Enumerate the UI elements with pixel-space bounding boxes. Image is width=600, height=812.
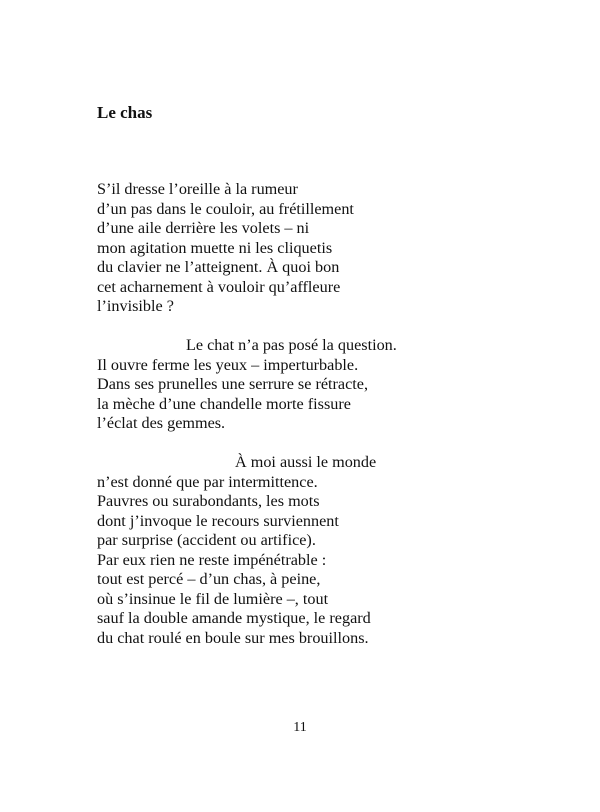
poem-line: d’une aile derrière les volets – ni [97, 219, 310, 237]
poem-line: S’il dresse l’oreille à la rumeur [97, 180, 298, 198]
poem-line: n’est donné que par intermittence. [97, 472, 318, 491]
poem-line: par surprise (accident ou artifice). [97, 531, 316, 549]
stanza-2 [97, 336, 517, 434]
poem-line: cet acharnement à vouloir qu’affleure [97, 277, 341, 296]
poem-line: Dans ses prunelles une serrure se rétracte, [97, 375, 369, 393]
poem-line: du chat roulé en boule sur mes brouillons. [97, 628, 369, 647]
poem-line: du clavier ne l’atteignent. À quoi bon [97, 258, 340, 276]
poem-title: Le chas [97, 103, 153, 122]
poem-line: l’invisible ? [97, 297, 174, 315]
poem-line: Le chat n’a pas posé la question. [186, 336, 397, 354]
stanza-gap [97, 317, 517, 337]
poem-line: sauf la double amande mystique, le regard [97, 609, 371, 627]
poem-line: Par eux rien ne reste impénétrable : [97, 550, 327, 569]
poem-line: la mèche d’une chandelle morte fissure [97, 394, 351, 413]
poem-line: Pauvres ou surabondants, les mots [97, 492, 320, 510]
page-number: 11 [293, 720, 307, 735]
poem-body [97, 180, 517, 648]
poem-line: où s’insinue le fil de lumière –, tout [97, 589, 329, 608]
poem-line: À moi aussi le monde [235, 453, 377, 471]
poem-line: l’éclat des gemmes. [97, 414, 226, 432]
poem-line: Il ouvre ferme les yeux – imperturbable. [97, 355, 359, 374]
poem-line: mon agitation muette ni les cliquetis [97, 238, 333, 257]
poem-line: tout est percé – d’un chas, à peine, [97, 570, 321, 588]
stanza-1 [97, 180, 517, 317]
stanza-gap [97, 434, 517, 454]
poem-line: dont j’invoque le recours surviennent [97, 511, 339, 530]
stanza-3 [97, 453, 517, 648]
poem-line: d’un pas dans le couloir, au frétillement [97, 199, 354, 218]
